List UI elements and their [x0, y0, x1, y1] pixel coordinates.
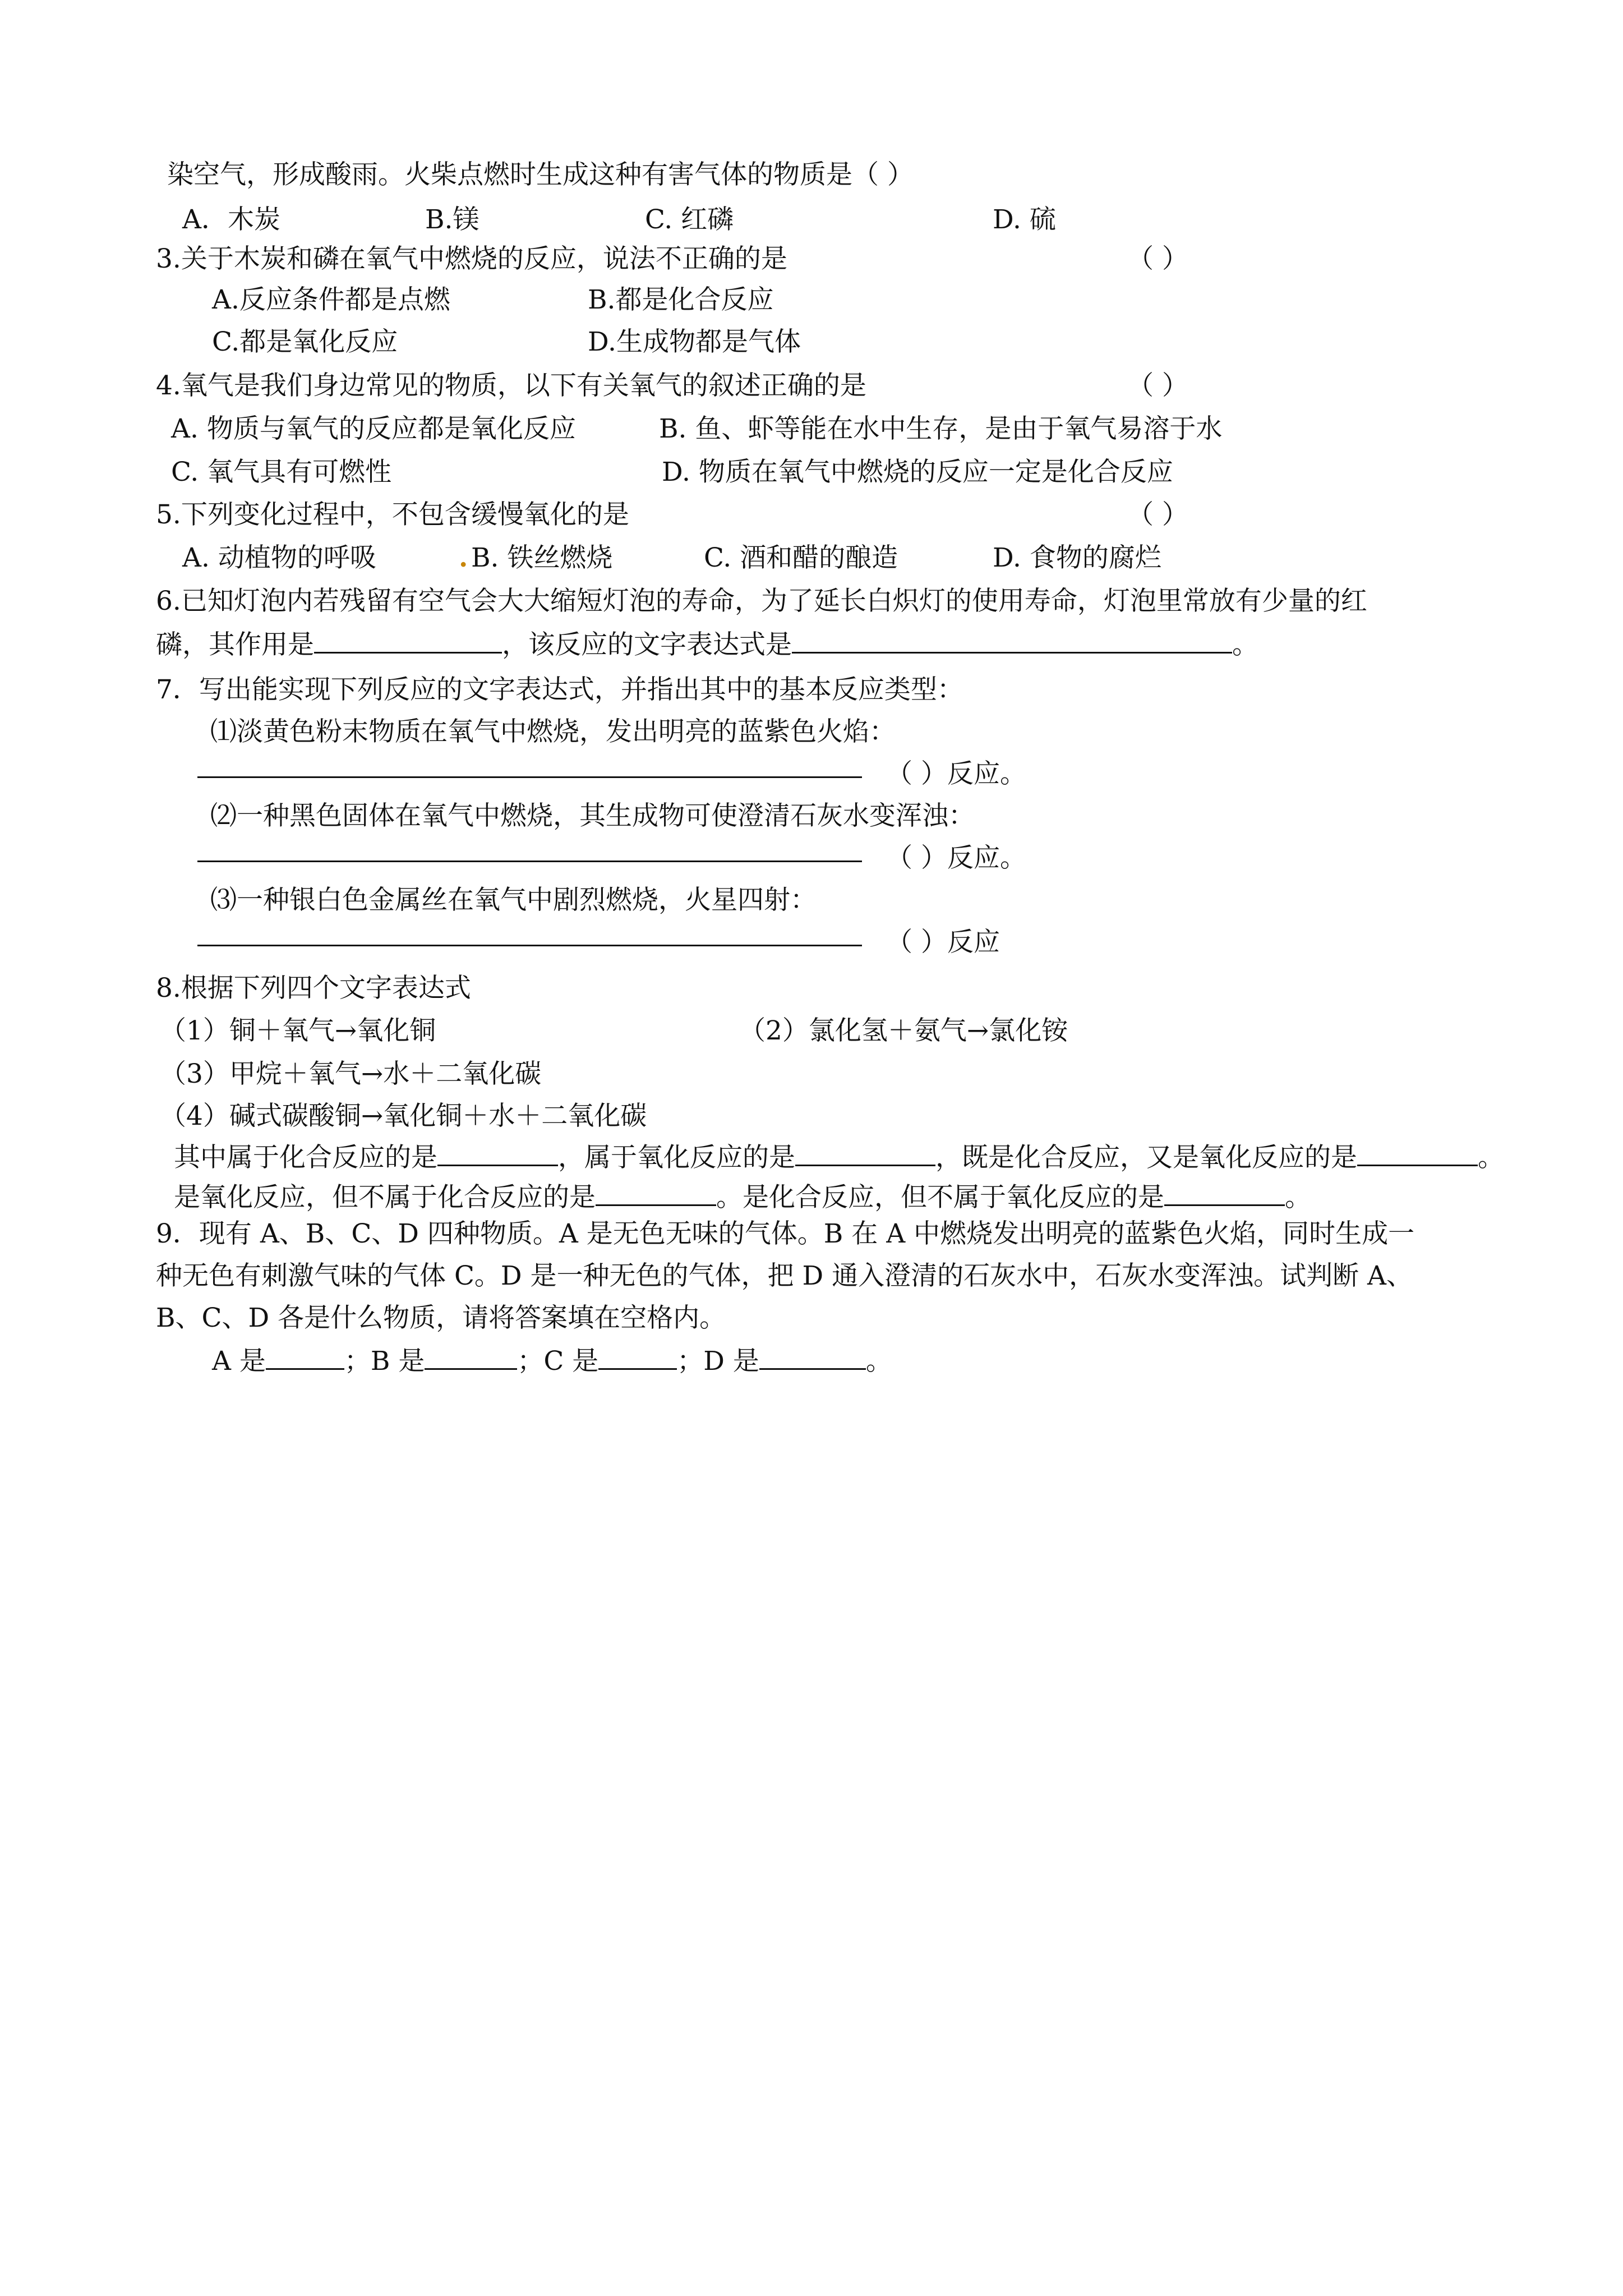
q6-purpose-label: 磷，其作用是	[156, 629, 314, 660]
q6-period: 。	[1232, 629, 1258, 660]
q9-c-blank[interactable]	[598, 1343, 677, 1370]
q3-option-d: D.生成物都是气体	[588, 326, 801, 357]
q8-oxidation-blank[interactable]	[795, 1140, 935, 1166]
q7-item3-type: （ ）反应	[886, 927, 1000, 958]
q8-fill-line1	[174, 1140, 1504, 1175]
q4-option-c: C. 氧气具有可燃性	[171, 457, 392, 487]
q9-d-blank[interactable]	[759, 1343, 866, 1370]
q5-option-c: C. 酒和醋的酿造	[704, 542, 898, 573]
q5-option-b: B. 铁丝燃烧	[471, 542, 613, 573]
q8-s4: 。	[1478, 1142, 1504, 1173]
q8-equation-2: （2）氯化氢＋氨气→氯化铵	[739, 1015, 1068, 1046]
q7-item3-answer-blank[interactable]	[197, 945, 862, 946]
intro-line	[167, 158, 914, 192]
intro-text: 染空气，形成酸雨。火柴点燃时生成这种有害气体的物质是（ ）	[167, 159, 914, 190]
q9-c-label: ；C 是	[517, 1346, 599, 1377]
q5-marker-dot: .	[459, 542, 468, 573]
q8-s1: 其中属于化合反应的是	[174, 1142, 437, 1173]
q3-answer-paren: （ ）	[1127, 243, 1188, 274]
q2-option-b: B.镁	[425, 204, 479, 235]
q8-oxidation-only-blank[interactable]	[596, 1180, 716, 1206]
q8-equation-4: （4）碱式碳酸铜→氧化铜＋水＋二氧化碳	[160, 1101, 647, 1131]
q4-option-b: B. 鱼、虾等能在水中生存，是由于氧气易溶于水	[659, 413, 1223, 444]
q7-item3-prompt: ⑶一种银白色金属丝在氧气中剧烈燃烧，火星四射：	[210, 885, 817, 915]
q5-option-d: D. 食物的腐烂	[993, 542, 1161, 573]
q8-fill-line2	[174, 1180, 1311, 1214]
q6-equation-label: ，该反应的文字表达式是	[502, 629, 792, 660]
q8-s3: ，既是化合反应，又是氧化反应的是	[935, 1142, 1357, 1173]
q8-combination-blank[interactable]	[437, 1140, 558, 1166]
q9-b-blank[interactable]	[425, 1343, 517, 1370]
q8-s2: ，属于氧化反应的是	[558, 1142, 795, 1173]
q6-purpose-blank[interactable]	[314, 627, 502, 654]
q8-equation-3: （3）甲烷＋氧气→水＋二氧化碳	[160, 1059, 542, 1089]
q3-option-c: C.都是氧化反应	[212, 326, 398, 357]
q9-d-label: ；D 是	[677, 1346, 759, 1377]
q8-stem: 8.根据下列四个文字表达式	[156, 973, 471, 1004]
q3-option-b: B.都是化合反应	[588, 284, 774, 315]
q8-equation-1: （1）铜＋氧气→氧化铜	[160, 1015, 436, 1046]
q8-both-blank[interactable]	[1357, 1140, 1478, 1166]
q3-stem: 3.关于木炭和磷在氧气中燃烧的反应，说法不正确的是	[156, 243, 787, 274]
q9-end: 。	[865, 1346, 892, 1377]
q6-line2	[156, 627, 1258, 662]
q7-item1-answer-blank[interactable]	[197, 776, 862, 778]
q2-option-d: D. 硫	[993, 204, 1056, 235]
q8-s7: 。	[1285, 1182, 1311, 1213]
q7-item1-prompt: ⑴淡黄色粉末物质在氧气中燃烧，发出明亮的蓝紫色火焰：	[210, 716, 896, 747]
q5-answer-paren: （ ）	[1127, 499, 1188, 530]
q8-s5: 是氧化反应，但不属于化合反应的是	[174, 1182, 596, 1213]
q2-option-c: C. 红磷	[645, 204, 734, 235]
q6-equation-blank[interactable]	[792, 627, 1232, 654]
q4-option-a: A. 物质与氧气的反应都是氧化反应	[171, 413, 576, 444]
q7-item1-type: （ ）反应。	[886, 758, 1026, 789]
q9-line1: 9．现有 A、B、C、D 四种物质。A 是无色无味的气体。B 在 A 中燃烧发出明亮的蓝紫色火焰，同时生成一	[156, 1218, 1415, 1249]
q2-option-a: A．木炭	[182, 204, 280, 235]
q4-option-d: D. 物质在氧气中燃烧的反应一定是化合反应	[662, 457, 1173, 487]
q7-item2-type: （ ）反应。	[886, 843, 1026, 873]
q7-stem: 7．写出能实现下列反应的文字表达式，并指出其中的基本反应类型：	[156, 674, 963, 705]
q5-stem: 5.下列变化过程中，不包含缓慢氧化的是	[156, 499, 629, 530]
q3-option-a: A.反应条件都是点燃	[212, 284, 450, 315]
q9-b-label: ；B 是	[344, 1346, 425, 1377]
q9-answers	[212, 1343, 892, 1378]
q4-stem: 4.氧气是我们身边常见的物质，以下有关氧气的叙述正确的是	[156, 370, 866, 401]
q7-item2-prompt: ⑵一种黑色固体在氧气中燃烧，其生成物可使澄清石灰水变浑浊：	[210, 800, 975, 831]
q9-a-label: A 是	[212, 1346, 266, 1377]
q8-s6: 。是化合反应，但不属于氧化反应的是	[716, 1182, 1164, 1213]
q5-option-a: A. 动植物的呼吸	[182, 542, 376, 573]
q9-line3: B、C、D 各是什么物质，请将答案填在空格内。	[156, 1303, 726, 1333]
q6-line1: 6.已知灯泡内若残留有空气会大大缩短灯泡的寿命，为了延长白炽灯的使用寿命，灯泡里常放有少量的红	[156, 586, 1367, 616]
q8-combination-only-blank[interactable]	[1164, 1180, 1285, 1206]
q4-answer-paren: （ ）	[1127, 370, 1188, 401]
q9-a-blank[interactable]	[266, 1343, 344, 1370]
q7-item2-answer-blank[interactable]	[197, 861, 862, 862]
q9-line2: 种无色有刺激气味的气体 C。D 是一种无色的气体，把 D 通入澄清的石灰水中，石灰水变浑浊。试判断 A、	[156, 1260, 1413, 1291]
